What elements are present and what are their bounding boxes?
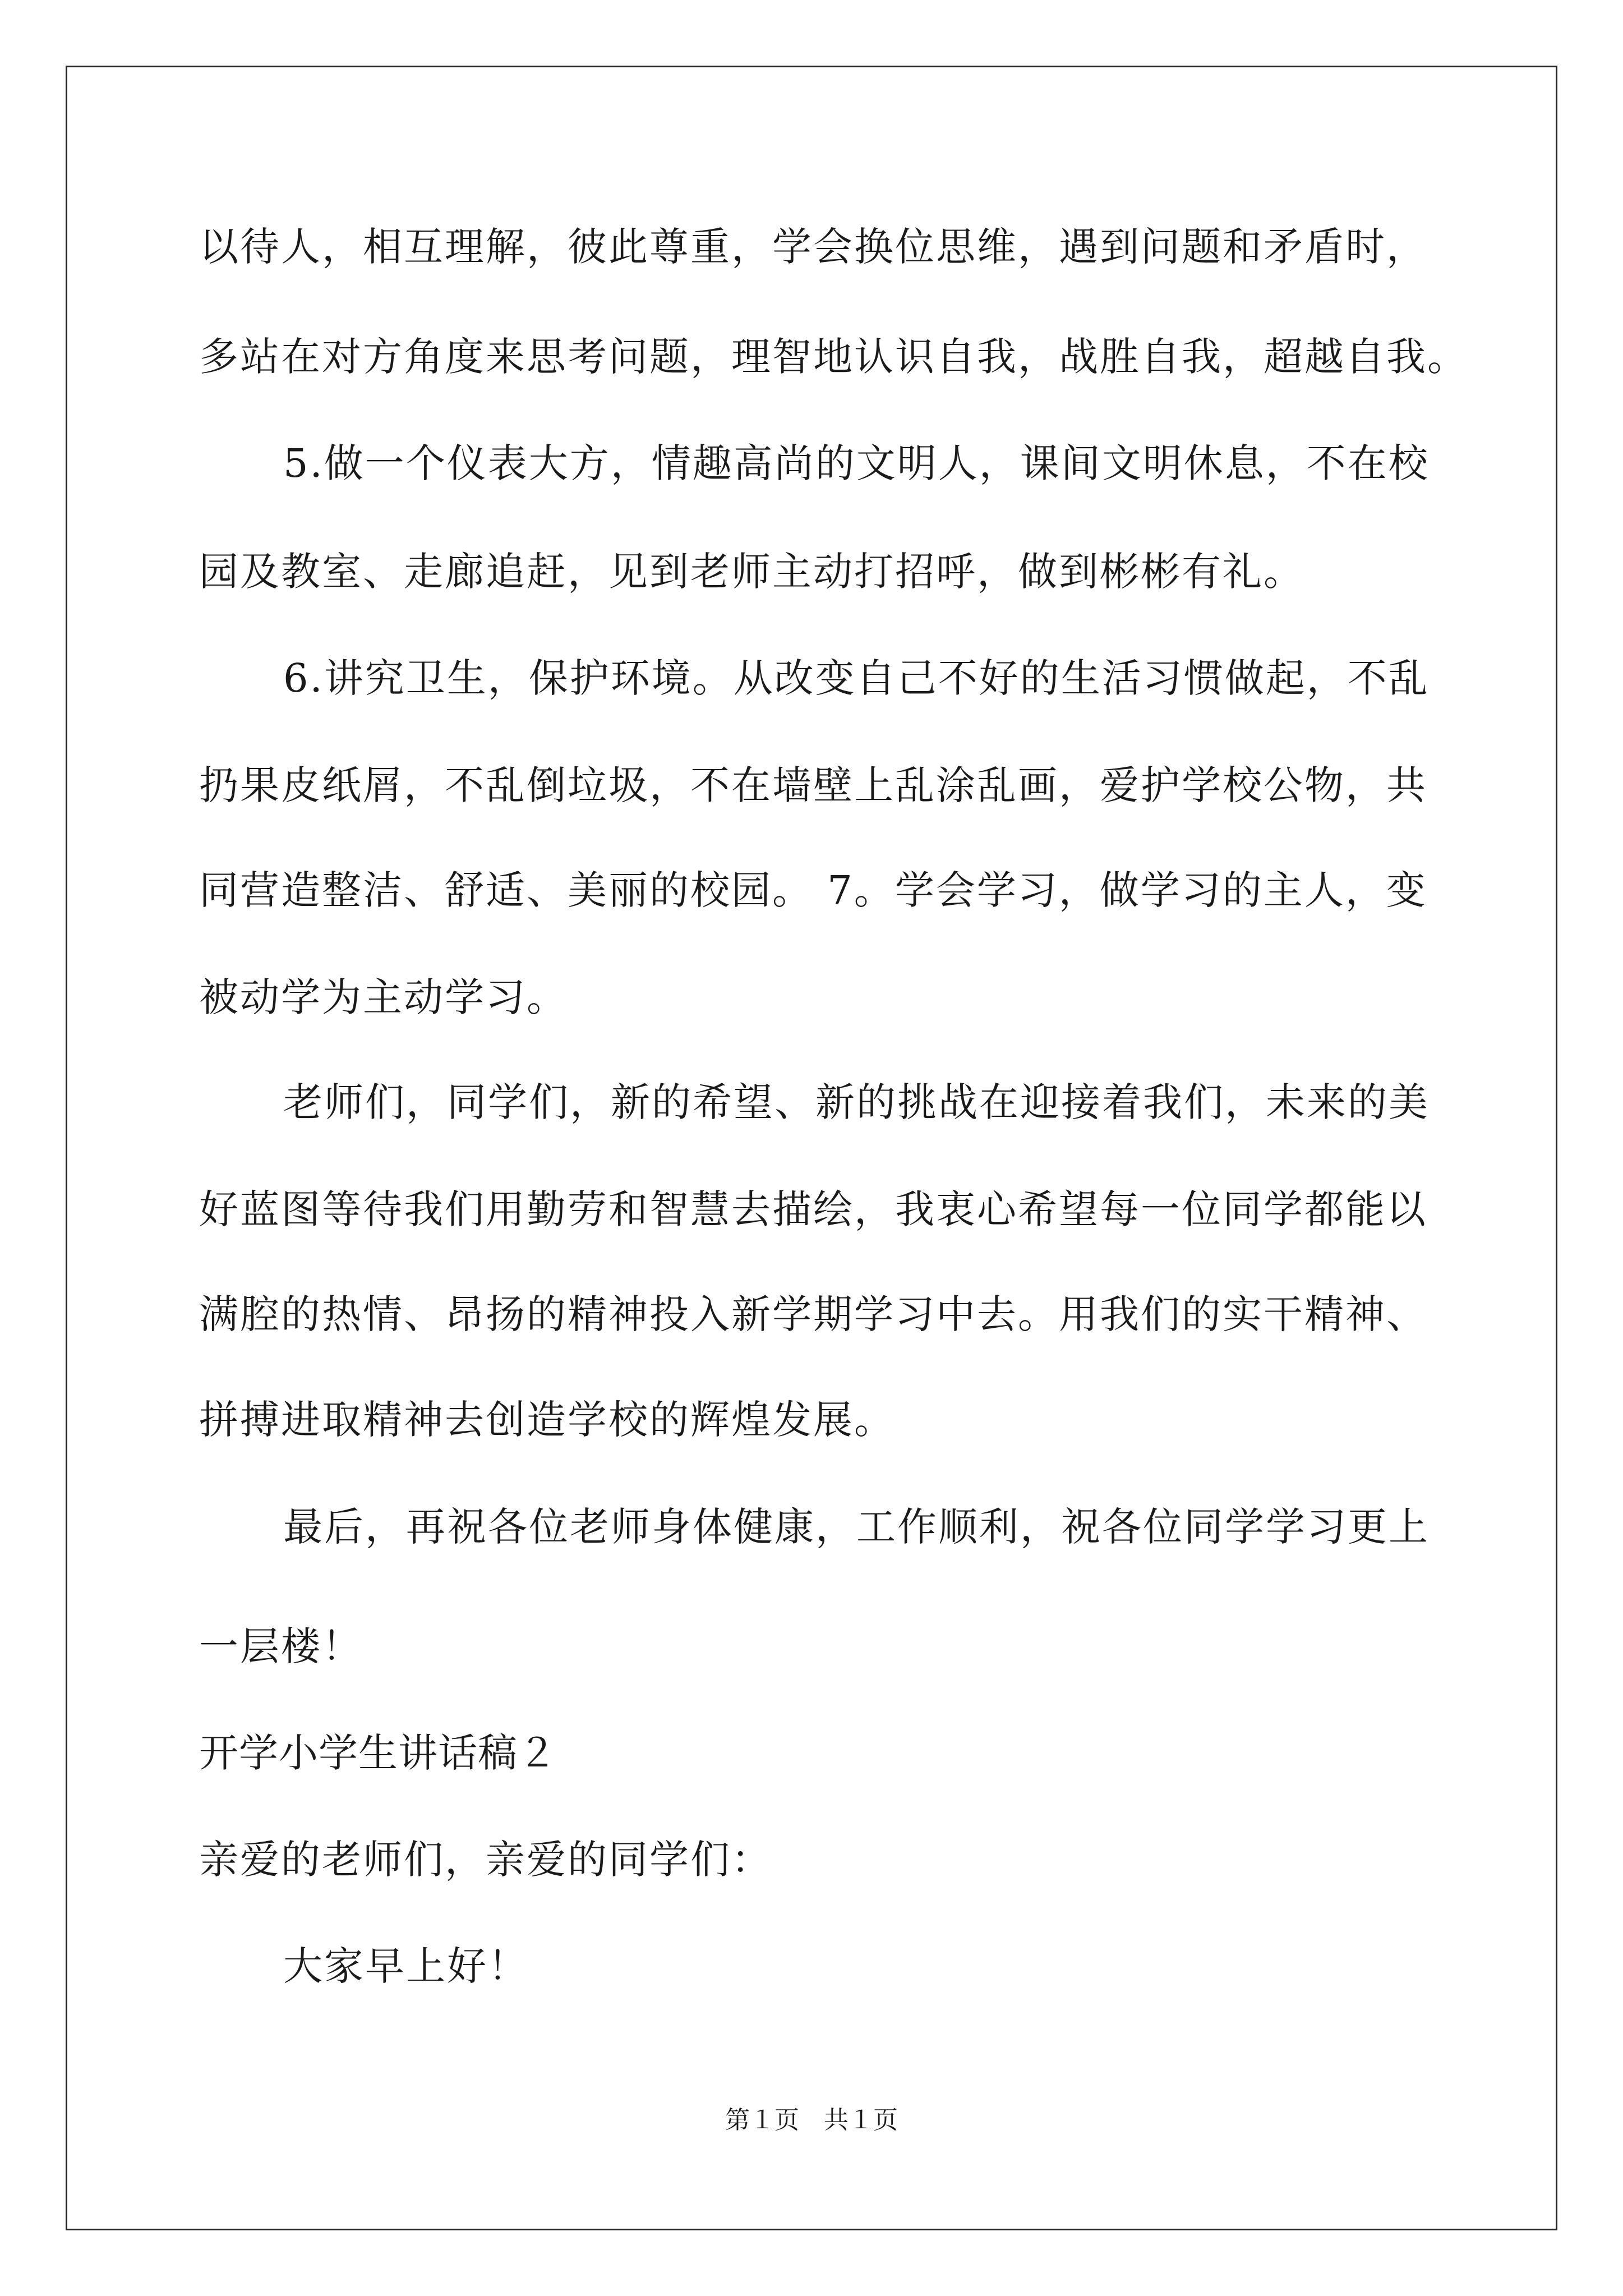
text-line: 拼搏进取精神去创造学校的辉煌发展。: [199, 1397, 895, 1443]
text-line: 好蓝图等待我们用勤劳和智慧去描绘，我衷心希望每一位同学都能以: [199, 1186, 1427, 1232]
salutation: 亲爱的老师们，亲爱的同学们：: [199, 1837, 772, 1883]
text-line: 6.讲究卫生，保护环境。从改变自己不好的生活习惯做起，不乱: [283, 655, 1430, 702]
text-line: 5.做一个仪表大方，情趣高尚的文明人，课间文明休息，不在校: [283, 440, 1430, 487]
text-line: 园及教室、走廊追赶，见到老师主动打招呼，做到彬彬有礼。: [199, 549, 1304, 595]
text-line: 被动学为主动学习。: [199, 974, 568, 1020]
greeting: 大家早上好！: [283, 1943, 529, 1989]
page-border: [66, 66, 1557, 2230]
text-line: 同营造整洁、舒适、美丽的校园。 7。学会学习，做学习的主人，变: [199, 867, 1427, 914]
section-heading: 开学小学生讲话稿２: [199, 1730, 557, 1776]
text-line: 老师们，同学们，新的希望、新的挑战在迎接着我们，未来的美: [283, 1079, 1430, 1126]
text-line: 一层楼！: [199, 1623, 363, 1669]
page-footer: 第１页 共１页: [725, 2106, 898, 2134]
text-line: 最后，再祝各位老师身体健康，工作顺利，祝各位同学学习更上: [283, 1503, 1430, 1550]
text-line: 扔果皮纸屑，不乱倒垃圾，不在墙壁上乱涂乱画，爱护学校公物，共: [199, 762, 1427, 808]
text-line: 以待人，相互理解，彼此尊重，学会换位思维，遇到问题和矛盾时，: [199, 224, 1427, 270]
text-line: 多站在对方角度来思考问题，理智地认识自我，战胜自我，超越自我。: [199, 333, 1468, 380]
text-line: 满腔的热情、昂扬的精神投入新学期学习中去。用我们的实干精神、: [199, 1291, 1427, 1338]
